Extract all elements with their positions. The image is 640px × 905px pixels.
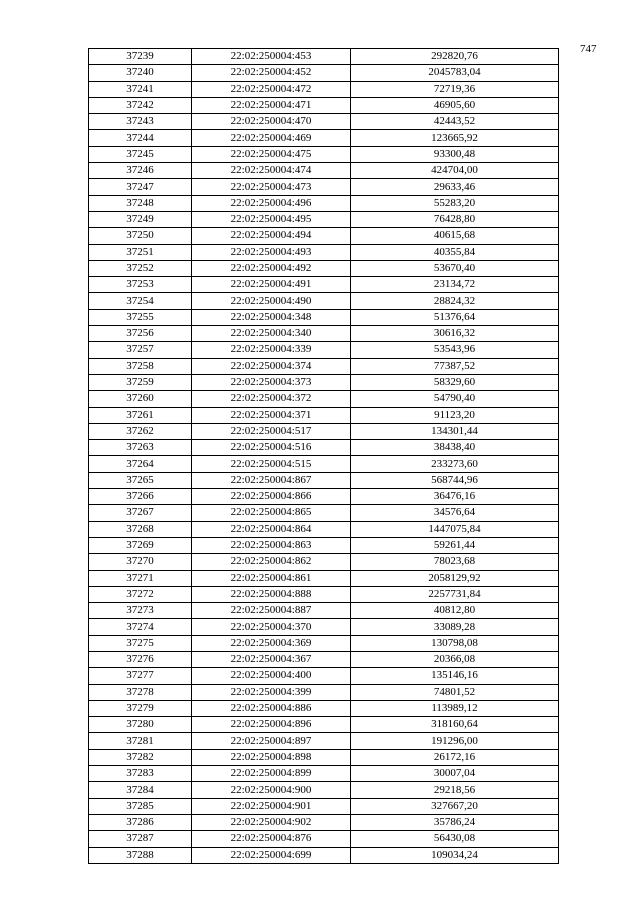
table-row xyxy=(89,65,559,81)
cadastral-number-cell: 22:02:250004:339 xyxy=(192,342,351,358)
cadastral-number-cell: 22:02:250004:862 xyxy=(192,554,351,570)
table-row xyxy=(89,114,559,130)
table-row xyxy=(89,814,559,830)
row-number-cell: 37257 xyxy=(89,342,192,358)
cadastral-number-cell: 22:02:250004:371 xyxy=(192,407,351,423)
row-number-cell: 37265 xyxy=(89,472,192,488)
cadastral-value-cell: 53670,40 xyxy=(351,260,559,276)
table-row xyxy=(89,586,559,602)
row-number-cell: 37254 xyxy=(89,293,192,309)
row-number-cell: 37269 xyxy=(89,537,192,553)
table-row xyxy=(89,309,559,325)
cadastral-number-cell: 22:02:250004:863 xyxy=(192,537,351,553)
cadastral-value-cell: 42443,52 xyxy=(351,114,559,130)
page-number: 747 xyxy=(580,43,597,55)
cadastral-number-cell: 22:02:250004:373 xyxy=(192,374,351,390)
cadastral-value-table xyxy=(88,48,559,864)
table-row xyxy=(89,163,559,179)
cadastral-number-cell: 22:02:250004:865 xyxy=(192,505,351,521)
row-number-cell: 37266 xyxy=(89,489,192,505)
row-number-cell: 37258 xyxy=(89,358,192,374)
cadastral-value-cell: 109034,24 xyxy=(351,847,559,863)
cadastral-value-cell: 123665,92 xyxy=(351,130,559,146)
cadastral-value-cell: 29633,46 xyxy=(351,179,559,195)
table-row xyxy=(89,407,559,423)
cadastral-number-cell: 22:02:250004:887 xyxy=(192,603,351,619)
cadastral-value-cell: 35786,24 xyxy=(351,814,559,830)
cadastral-value-cell: 130798,08 xyxy=(351,635,559,651)
table-row xyxy=(89,391,559,407)
table-row xyxy=(89,456,559,472)
table-row xyxy=(89,326,559,342)
cadastral-number-cell: 22:02:250004:492 xyxy=(192,260,351,276)
cadastral-value-cell: 318160,64 xyxy=(351,717,559,733)
cadastral-number-cell: 22:02:250004:474 xyxy=(192,163,351,179)
row-number-cell: 37250 xyxy=(89,228,192,244)
cadastral-value-cell: 2045783,04 xyxy=(351,65,559,81)
table-row xyxy=(89,635,559,651)
cadastral-number-cell: 22:02:250004:517 xyxy=(192,423,351,439)
cadastral-number-cell: 22:02:250004:898 xyxy=(192,749,351,765)
row-number-cell: 37276 xyxy=(89,651,192,667)
table-row xyxy=(89,244,559,260)
cadastral-value-cell: 55283,20 xyxy=(351,195,559,211)
row-number-cell: 37240 xyxy=(89,65,192,81)
cadastral-value-cell: 72719,36 xyxy=(351,81,559,97)
cadastral-number-cell: 22:02:250004:699 xyxy=(192,847,351,863)
table-row xyxy=(89,49,559,65)
cadastral-value-cell: 40615,68 xyxy=(351,228,559,244)
table-row xyxy=(89,554,559,570)
cadastral-number-cell: 22:02:250004:491 xyxy=(192,277,351,293)
row-number-cell: 37286 xyxy=(89,814,192,830)
cadastral-number-cell: 22:02:250004:471 xyxy=(192,97,351,113)
table-row xyxy=(89,847,559,863)
cadastral-number-cell: 22:02:250004:876 xyxy=(192,831,351,847)
table-row xyxy=(89,521,559,537)
table-row xyxy=(89,146,559,162)
cadastral-number-cell: 22:02:250004:453 xyxy=(192,49,351,65)
cadastral-number-cell: 22:02:250004:399 xyxy=(192,684,351,700)
table-row xyxy=(89,472,559,488)
row-number-cell: 37251 xyxy=(89,244,192,260)
cadastral-value-cell: 91123,20 xyxy=(351,407,559,423)
cadastral-number-cell: 22:02:250004:473 xyxy=(192,179,351,195)
row-number-cell: 37281 xyxy=(89,733,192,749)
cadastral-number-cell: 22:02:250004:902 xyxy=(192,814,351,830)
cadastral-value-cell: 327667,20 xyxy=(351,798,559,814)
table-row xyxy=(89,668,559,684)
cadastral-number-cell: 22:02:250004:516 xyxy=(192,440,351,456)
cadastral-value-cell: 40812,80 xyxy=(351,603,559,619)
row-number-cell: 37241 xyxy=(89,81,192,97)
row-number-cell: 37284 xyxy=(89,782,192,798)
cadastral-value-cell: 78023,68 xyxy=(351,554,559,570)
row-number-cell: 37262 xyxy=(89,423,192,439)
cadastral-value-cell: 23134,72 xyxy=(351,277,559,293)
table-row xyxy=(89,537,559,553)
cadastral-value-cell: 2257731,84 xyxy=(351,586,559,602)
cadastral-value-cell: 53543,96 xyxy=(351,342,559,358)
row-number-cell: 37239 xyxy=(89,49,192,65)
cadastral-value-cell: 29218,56 xyxy=(351,782,559,798)
cadastral-value-cell: 93300,48 xyxy=(351,146,559,162)
table-row xyxy=(89,489,559,505)
table-row xyxy=(89,293,559,309)
cadastral-value-cell: 233273,60 xyxy=(351,456,559,472)
cadastral-value-cell: 51376,64 xyxy=(351,309,559,325)
cadastral-number-cell: 22:02:250004:452 xyxy=(192,65,351,81)
cadastral-number-cell: 22:02:250004:475 xyxy=(192,146,351,162)
table-row xyxy=(89,798,559,814)
cadastral-value-cell: 77387,52 xyxy=(351,358,559,374)
cadastral-value-cell: 76428,80 xyxy=(351,211,559,227)
row-number-cell: 37259 xyxy=(89,374,192,390)
cadastral-number-cell: 22:02:250004:372 xyxy=(192,391,351,407)
table-row xyxy=(89,717,559,733)
cadastral-number-cell: 22:02:250004:886 xyxy=(192,700,351,716)
row-number-cell: 37256 xyxy=(89,326,192,342)
cadastral-number-cell: 22:02:250004:493 xyxy=(192,244,351,260)
cadastral-value-cell: 30007,04 xyxy=(351,766,559,782)
table-row xyxy=(89,260,559,276)
cadastral-value-cell: 2058129,92 xyxy=(351,570,559,586)
cadastral-value-cell: 46905,60 xyxy=(351,97,559,113)
row-number-cell: 37270 xyxy=(89,554,192,570)
cadastral-number-cell: 22:02:250004:472 xyxy=(192,81,351,97)
row-number-cell: 37245 xyxy=(89,146,192,162)
table-row xyxy=(89,358,559,374)
row-number-cell: 37248 xyxy=(89,195,192,211)
row-number-cell: 37279 xyxy=(89,700,192,716)
cadastral-value-cell: 424704,00 xyxy=(351,163,559,179)
cadastral-value-cell: 33089,28 xyxy=(351,619,559,635)
table-row xyxy=(89,81,559,97)
cadastral-number-cell: 22:02:250004:370 xyxy=(192,619,351,635)
table-row xyxy=(89,782,559,798)
table-body xyxy=(89,49,559,864)
cadastral-number-cell: 22:02:250004:897 xyxy=(192,733,351,749)
table-row xyxy=(89,505,559,521)
row-number-cell: 37272 xyxy=(89,586,192,602)
table-row xyxy=(89,423,559,439)
table-row xyxy=(89,619,559,635)
row-number-cell: 37242 xyxy=(89,97,192,113)
cadastral-number-cell: 22:02:250004:469 xyxy=(192,130,351,146)
row-number-cell: 37274 xyxy=(89,619,192,635)
cadastral-number-cell: 22:02:250004:515 xyxy=(192,456,351,472)
cadastral-number-cell: 22:02:250004:888 xyxy=(192,586,351,602)
cadastral-number-cell: 22:02:250004:369 xyxy=(192,635,351,651)
cadastral-number-cell: 22:02:250004:899 xyxy=(192,766,351,782)
cadastral-value-cell: 36476,16 xyxy=(351,489,559,505)
table-row xyxy=(89,766,559,782)
row-number-cell: 37277 xyxy=(89,668,192,684)
cadastral-value-cell: 26172,16 xyxy=(351,749,559,765)
table-row xyxy=(89,130,559,146)
table-row xyxy=(89,603,559,619)
cadastral-value-cell: 28824,32 xyxy=(351,293,559,309)
row-number-cell: 37247 xyxy=(89,179,192,195)
row-number-cell: 37273 xyxy=(89,603,192,619)
table-row xyxy=(89,733,559,749)
cadastral-number-cell: 22:02:250004:374 xyxy=(192,358,351,374)
cadastral-value-cell: 34576,64 xyxy=(351,505,559,521)
table-row xyxy=(89,195,559,211)
cadastral-number-cell: 22:02:250004:901 xyxy=(192,798,351,814)
cadastral-number-cell: 22:02:250004:494 xyxy=(192,228,351,244)
cadastral-number-cell: 22:02:250004:367 xyxy=(192,651,351,667)
row-number-cell: 37283 xyxy=(89,766,192,782)
cadastral-value-cell: 134301,44 xyxy=(351,423,559,439)
row-number-cell: 37243 xyxy=(89,114,192,130)
cadastral-number-cell: 22:02:250004:490 xyxy=(192,293,351,309)
row-number-cell: 37260 xyxy=(89,391,192,407)
row-number-cell: 37275 xyxy=(89,635,192,651)
row-number-cell: 37288 xyxy=(89,847,192,863)
cadastral-number-cell: 22:02:250004:867 xyxy=(192,472,351,488)
cadastral-number-cell: 22:02:250004:866 xyxy=(192,489,351,505)
row-number-cell: 37255 xyxy=(89,309,192,325)
cadastral-number-cell: 22:02:250004:496 xyxy=(192,195,351,211)
cadastral-value-cell: 191296,00 xyxy=(351,733,559,749)
row-number-cell: 37271 xyxy=(89,570,192,586)
cadastral-number-cell: 22:02:250004:340 xyxy=(192,326,351,342)
row-number-cell: 37261 xyxy=(89,407,192,423)
cadastral-value-cell: 20366,08 xyxy=(351,651,559,667)
cadastral-value-cell: 40355,84 xyxy=(351,244,559,260)
row-number-cell: 37244 xyxy=(89,130,192,146)
table-row xyxy=(89,179,559,195)
cadastral-number-cell: 22:02:250004:470 xyxy=(192,114,351,130)
table-row xyxy=(89,651,559,667)
row-number-cell: 37268 xyxy=(89,521,192,537)
table-row xyxy=(89,684,559,700)
row-number-cell: 37267 xyxy=(89,505,192,521)
row-number-cell: 37252 xyxy=(89,260,192,276)
cadastral-number-cell: 22:02:250004:864 xyxy=(192,521,351,537)
table-row xyxy=(89,749,559,765)
cadastral-number-cell: 22:02:250004:400 xyxy=(192,668,351,684)
cadastral-value-cell: 113989,12 xyxy=(351,700,559,716)
cadastral-value-cell: 30616,32 xyxy=(351,326,559,342)
table-row xyxy=(89,277,559,293)
cadastral-value-cell: 568744,96 xyxy=(351,472,559,488)
row-number-cell: 37264 xyxy=(89,456,192,472)
row-number-cell: 37246 xyxy=(89,163,192,179)
row-number-cell: 37253 xyxy=(89,277,192,293)
row-number-cell: 37282 xyxy=(89,749,192,765)
table-row xyxy=(89,374,559,390)
table-row xyxy=(89,211,559,227)
table-row xyxy=(89,700,559,716)
row-number-cell: 37285 xyxy=(89,798,192,814)
row-number-cell: 37278 xyxy=(89,684,192,700)
cadastral-value-cell: 54790,40 xyxy=(351,391,559,407)
cadastral-value-cell: 59261,44 xyxy=(351,537,559,553)
table-row xyxy=(89,831,559,847)
table-row xyxy=(89,97,559,113)
cadastral-number-cell: 22:02:250004:348 xyxy=(192,309,351,325)
cadastral-value-cell: 292820,76 xyxy=(351,49,559,65)
table-row xyxy=(89,342,559,358)
cadastral-number-cell: 22:02:250004:900 xyxy=(192,782,351,798)
row-number-cell: 37249 xyxy=(89,211,192,227)
table-row xyxy=(89,440,559,456)
cadastral-value-cell: 74801,52 xyxy=(351,684,559,700)
cadastral-value-cell: 56430,08 xyxy=(351,831,559,847)
table-row xyxy=(89,570,559,586)
cadastral-value-cell: 135146,16 xyxy=(351,668,559,684)
table-row xyxy=(89,228,559,244)
row-number-cell: 37263 xyxy=(89,440,192,456)
cadastral-value-cell: 58329,60 xyxy=(351,374,559,390)
cadastral-number-cell: 22:02:250004:861 xyxy=(192,570,351,586)
cadastral-value-cell: 38438,40 xyxy=(351,440,559,456)
cadastral-value-cell: 1447075,84 xyxy=(351,521,559,537)
row-number-cell: 37280 xyxy=(89,717,192,733)
row-number-cell: 37287 xyxy=(89,831,192,847)
cadastral-number-cell: 22:02:250004:896 xyxy=(192,717,351,733)
cadastral-number-cell: 22:02:250004:495 xyxy=(192,211,351,227)
